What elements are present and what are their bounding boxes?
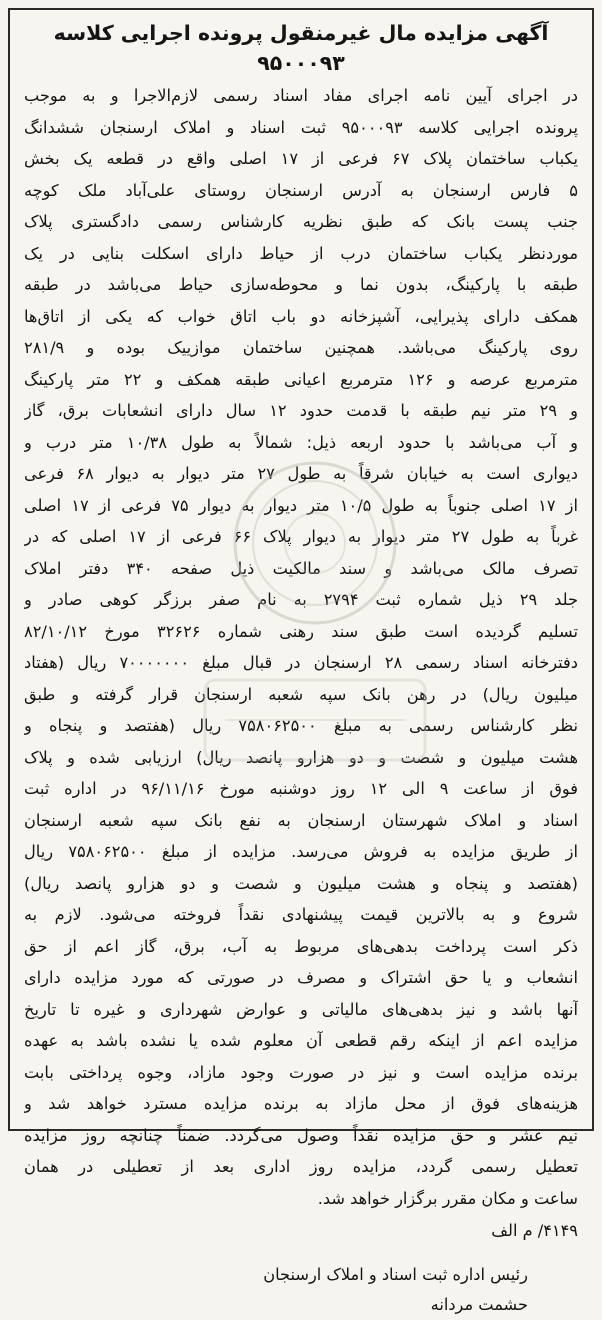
notice-body-line: برنده مزایده است و نیز در صورت وجود مازاد، وجوه پرداختی بابت xyxy=(24,1062,578,1082)
reference-code: ۴۱۴۹/ م الف xyxy=(491,1221,578,1240)
notice-body-line: از ۱۷ اصلی جنوباً به طول ۱۰/۵ متر دیوار به دیوار ۷۵ فرعی از ۱۷ اصلی xyxy=(24,495,578,515)
notice-title: آگهی مزایده مال غیرمنقول پرونده اجرایی کلاسه ۹۵۰۰۰۹۳ xyxy=(53,21,549,75)
notice-body-line: و ۲۹ متر نیم طبقه با قدمت حدود ۱۲ سال دارای انشعابات برق، گاز xyxy=(24,401,578,420)
notice-body-line: هشت میلیون و شصت و دو هزارو پانصد ریال) ارزیابی شده و پلاک xyxy=(24,747,578,767)
notice-body-line: تعطیل رسمی گردد، مزایده روز اداری بعد از تعطیلی در همان xyxy=(24,1157,578,1176)
notice-body-line: غرباً به طول ۲۷ متر دیوار به دیوار پلاک ۶۶ فرعی از ۱۷ اصلی که در xyxy=(24,527,578,546)
notice-body-line: نظر کارشناس رسمی به مبلغ ۷۵۸۰۶۲۵۰۰ ریال (هفتصد و پنجاه و xyxy=(24,716,578,735)
notice-body-line: روی پارکینگ می‌باشد. همچنین ساختمان موازییک بوده و ۲۸۱/۹ xyxy=(24,338,578,357)
notice-body-line: طبقه با پارکینگ، بدون نما و محوطه‌سازی حیاط می‌باشد در طبقه xyxy=(24,275,578,294)
signature-title: رئیس اداره ثبت اسناد و املاک ارسنجان xyxy=(263,1265,528,1284)
notice-body-line: فوق از ساعت ۹ الی ۱۲ روز دوشنبه مورخ ۹۶/۱۱/۱۶ در اداره ثبت xyxy=(24,779,578,798)
notice-body-line: جنب پست بانک که طبق نظریه کارشناس رسمی دادگستری پلاک xyxy=(24,212,578,231)
notice-body-line: اسناد و املاک شهرستان ارسنجان به نفع بانک سپه شعبه ارسنجان xyxy=(24,810,578,830)
notice-body-line: دیواری است به خیابان شرقاً به طول ۲۷ متر دیوار به دیوار ۶۸ فرعی xyxy=(24,464,578,483)
notice-body-line: ۵ فارس ارسنجان به آدرس ارسنجان روستای علی‌آباد ملک کوچه xyxy=(24,180,578,200)
notice-body-line: نیم عشر و حق مزایده نقداً وصول می‌گردد. ضمناً چنانچه روز مزایده xyxy=(24,1125,578,1145)
notice-body-line: ساعت و مکان مقرر برگزار خواهد شد. xyxy=(317,1188,578,1208)
notice-body-line: از طریق مزایده به فروش می‌رسد. مزایده از مبلغ ۷۵۸۰۶۲۵۰۰ ریال xyxy=(24,842,578,861)
notice-body-line: پرونده اجرایی کلاسه ۹۵۰۰۰۹۳ ثبت اسناد و املاک ارسنجان ششدانگ xyxy=(24,117,578,137)
notice-body-line: مترمربع عرصه و ۱۲۶ مترمربع اعیانی طبقه همکف و ۲۲ متر پارکینگ xyxy=(24,369,578,389)
notice-body-line: انشعاب و یا حق اشتراک و مصرف در صورتی که مورد مزایده دارای xyxy=(24,968,578,987)
notice-body-line: آنها باشد و نیز بدهی‌های مالیاتی و عوارض شهرداری و غیره تا تاریخ xyxy=(24,999,578,1019)
notice-body-line: یکباب ساختمان پلاک ۶۷ فرعی از ۱۷ اصلی واقع در قطعه یک بخش xyxy=(24,149,578,168)
notice-body-line: مزایده اعم از اینکه رقم قطعی آن معلوم شده یا نشده باشد به عهده xyxy=(24,1031,578,1050)
notice-body-line: تصرف مالک می‌باشد و سند مالکیت ذیل صفحه ۳۴۰ دفتر املاک xyxy=(24,558,578,578)
notice-body-line: همکف دارای پذیرایی، آشپزخانه دو باب اتاق خواب که یکی از اتاق‌ها xyxy=(24,306,578,326)
notice-body-line: و آب می‌باشد با حدود اربعه ذیل: شمالاً به طول ۱۰/۳۸ متر درب و xyxy=(24,432,578,452)
notice-body-line: (هفتصد و پنجاه و هشت میلیون و شصت و دو هزارو پانصد ریال) xyxy=(24,873,578,893)
notice-body-line: در اجرای آیین نامه اجرای مفاد اسناد رسمی لازم‌الاجرا و به موجب xyxy=(24,86,578,105)
notice-body xyxy=(24,80,578,1214)
notice-body-line: شروع و به بالاترین قیمت پیشنهادی نقداً فروخته می‌شود. لازم به xyxy=(24,905,578,924)
notice-body-line: ذکر است پرداخت بدهی‌های مربوط به آب، برق، گاز اعم از حق xyxy=(24,936,578,956)
notice-page xyxy=(8,8,594,1314)
notice-body-line: هزینه‌های فوق از محل مازاد به برنده مزایده مسترد خواهد شد و xyxy=(24,1094,578,1113)
notice-body-line: تسلیم گردیده است طبق سند رهنی شماره ۳۲۶۲۶ مورخ ۸۲/۱۰/۱۲ xyxy=(24,621,578,641)
notice-body-line: میلیون ریال) در رهن بانک سپه شعبه ارسنجان قرار گرفته و طبق xyxy=(24,684,578,704)
notice-body-line: دفترخانه اسناد رسمی ۲۸ ارسنجان در قبال مبلغ ۷۰۰۰۰۰۰۰ ریال (هفتاد xyxy=(24,653,578,672)
signature-name: حشمت مردانه xyxy=(430,1295,528,1314)
notice-body-line: موردنظر یکباب ساختمان درب از حیاط دارای اسکلت بنایی در یک xyxy=(24,243,578,263)
signature-block xyxy=(24,1260,578,1320)
notice-body-line: جلد ۲۹ ذیل شماره ثبت ۲۷۹۴ به نام صفر برزگر کوهی صادر و xyxy=(24,590,578,609)
